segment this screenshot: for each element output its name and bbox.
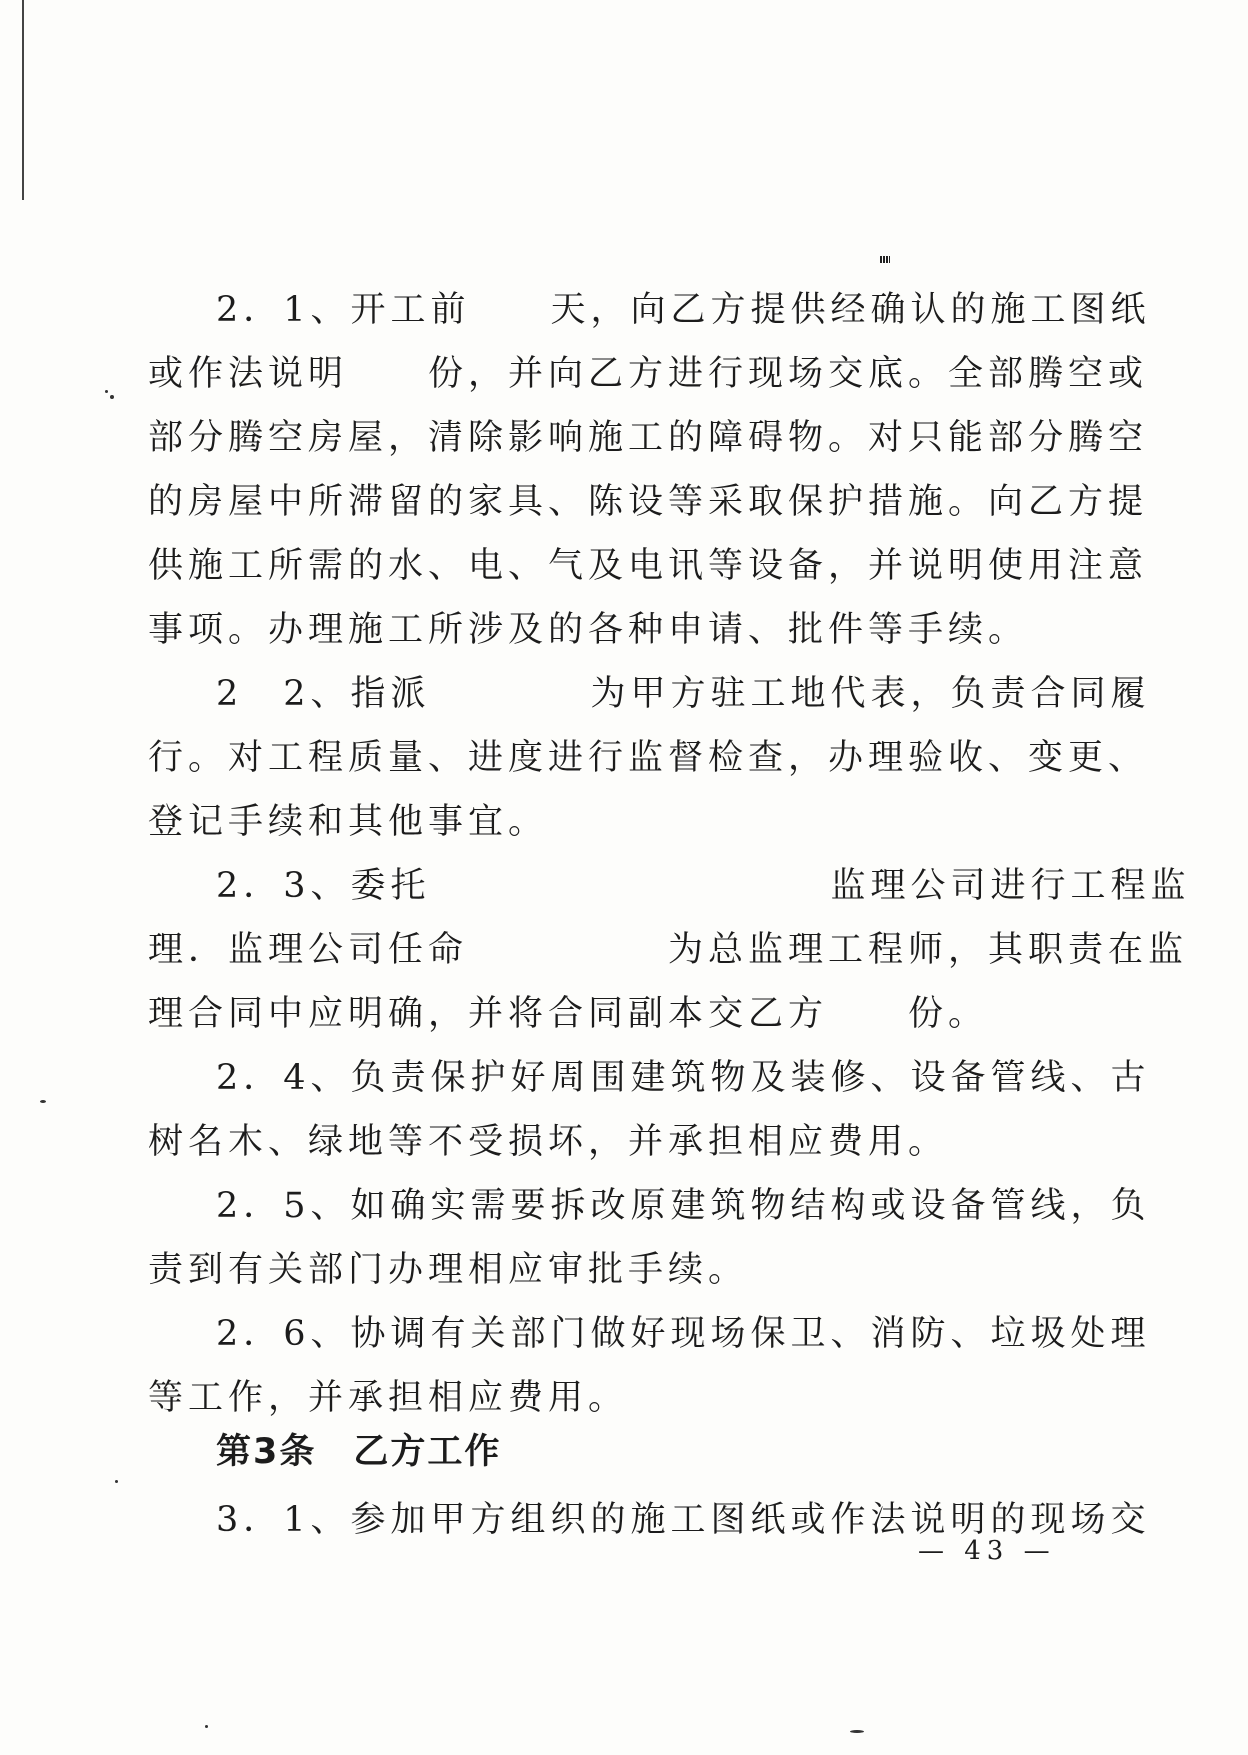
section-heading: 第3条 乙方工作 xyxy=(216,1432,502,1472)
scan-speck xyxy=(850,1730,864,1733)
text-line: 责到有关部门办理相应审批手续。 xyxy=(148,1250,749,1290)
text-line: 理合同中应明确，并将合同副本交乙方 份。 xyxy=(148,994,989,1034)
scan-edge-line xyxy=(22,0,24,200)
text-line: 行。对工程质量、进度进行监督检查，办理验收、变更、 xyxy=(148,738,1149,778)
scan-speck xyxy=(205,1725,208,1728)
text-line: 或作法说明 份，并向乙方进行现场交底。全部腾空或 xyxy=(148,354,1149,394)
scan-speck xyxy=(105,390,108,393)
text-line: 等工作，并承担相应费用。 xyxy=(148,1378,629,1418)
text-line: 2．1、开工前 天，向乙方提供经确认的施工图纸 xyxy=(216,290,1151,330)
text-line: 2 2、指派 为甲方驻工地代表，负责合同履 xyxy=(216,674,1151,714)
text-line: 树名木、绿地等不受损坏，并承担相应费用。 xyxy=(148,1122,949,1162)
text-line: 2．6、协调有关部门做好现场保卫、消防、垃圾处理 xyxy=(216,1314,1151,1354)
text-line: 供施工所需的水、电、气及电讯等设备，并说明使用注意 xyxy=(148,546,1149,586)
text-line: 部分腾空房屋，清除影响施工的障碍物。对只能部分腾空 xyxy=(148,418,1149,458)
text-line: 2．5、如确实需要拆改原建筑物结构或设备管线，负 xyxy=(216,1186,1151,1226)
scan-speck xyxy=(115,1480,118,1483)
scan-speck xyxy=(110,395,114,399)
text-line: 的房屋中所滞留的家具、陈设等采取保护措施。向乙方提 xyxy=(148,482,1149,522)
scan-mark xyxy=(880,256,890,263)
text-line: 2．4、负责保护好周围建筑物及装修、设备管线、古 xyxy=(216,1058,1151,1098)
text-line: 2．3、委托 监理公司进行工程监 xyxy=(216,866,1191,906)
page-number: — 43 — xyxy=(918,1536,1056,1566)
scan-speck xyxy=(40,1100,46,1103)
text-line: 理．监理公司任命 为总监理工程师，其职责在监 xyxy=(148,930,1189,970)
text-line: 事项。办理施工所涉及的各种申请、批件等手续。 xyxy=(148,610,1029,650)
text-line: 登记手续和其他事宜。 xyxy=(148,802,549,842)
text-line: 3．1、参加甲方组织的施工图纸或作法说明的现场交 xyxy=(216,1500,1151,1540)
